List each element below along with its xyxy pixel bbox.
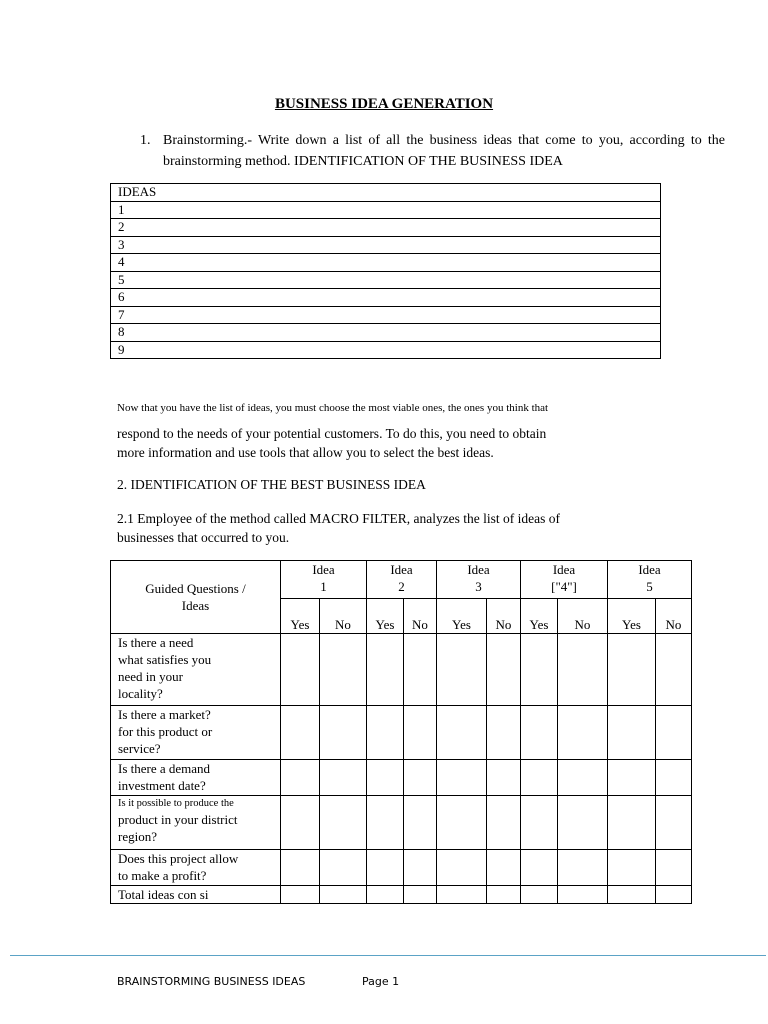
answer-cell[interactable] [487, 706, 521, 760]
answer-cell[interactable] [281, 850, 320, 886]
answer-cell[interactable] [656, 850, 692, 886]
answer-cell[interactable] [487, 760, 521, 796]
answer-cell[interactable] [281, 706, 320, 760]
answer-cell[interactable] [437, 760, 487, 796]
answer-cell[interactable] [608, 634, 656, 706]
answer-cell[interactable] [558, 760, 608, 796]
corner-header [111, 561, 281, 634]
question-profit [111, 850, 281, 886]
idea-label: Idea [638, 562, 661, 577]
answer-cell[interactable] [437, 796, 487, 850]
answer-cell[interactable] [487, 850, 521, 886]
answer-cell[interactable] [404, 706, 437, 760]
idea-row: 8 [111, 324, 661, 342]
question-line: what satisfies you [118, 652, 212, 667]
no-header: No [404, 599, 437, 634]
section-line: businesses that occurred to you. [117, 530, 290, 545]
answer-cell[interactable] [367, 796, 404, 850]
document-title: BUSINESS IDEA GENERATION [274, 96, 494, 112]
answer-cell[interactable] [656, 706, 692, 760]
answer-cell[interactable] [437, 706, 487, 760]
section-2-heading: 2. IDENTIFICATION OF THE BEST BUSINESS IDEA [117, 477, 426, 492]
ideas-table [110, 183, 661, 359]
answer-cell[interactable] [404, 850, 437, 886]
item-number: 1. [140, 133, 151, 148]
answer-cell[interactable] [656, 634, 692, 706]
total-cell[interactable] [521, 886, 558, 904]
answer-cell[interactable] [521, 760, 558, 796]
no-header: No [656, 599, 692, 634]
question-line: region? [118, 829, 157, 844]
total-cell[interactable] [558, 886, 608, 904]
total-cell[interactable] [367, 886, 404, 904]
answer-cell[interactable] [487, 796, 521, 850]
answer-cell[interactable] [558, 850, 608, 886]
answer-cell[interactable] [367, 706, 404, 760]
question-produce [111, 796, 281, 850]
section-line: 2.1 Employee of the method called MACRO FILTER, analyzes the list of ideas of [117, 511, 561, 526]
question-line: Is there a market? [118, 707, 211, 722]
question-line: Is there a demand [118, 761, 211, 776]
answer-cell[interactable] [656, 760, 692, 796]
paragraph-line: respond to the needs of your potential customers. To do this, you need to obtain [117, 426, 547, 441]
idea-header-3 [437, 561, 521, 599]
answer-cell[interactable] [367, 850, 404, 886]
answer-cell[interactable] [608, 850, 656, 886]
answer-cell[interactable] [281, 796, 320, 850]
question-line: product in your district [118, 812, 238, 827]
idea-row: 1 [111, 201, 661, 219]
answer-cell[interactable] [404, 634, 437, 706]
yes-header: Yes [608, 599, 656, 634]
answer-cell[interactable] [367, 760, 404, 796]
no-header: No [320, 599, 367, 634]
question-line: service? [118, 741, 161, 756]
answer-cell[interactable] [487, 634, 521, 706]
answer-cell[interactable] [281, 760, 320, 796]
answer-cell[interactable] [437, 850, 487, 886]
corner-line: Ideas [181, 598, 210, 613]
answer-cell[interactable] [404, 796, 437, 850]
question-line: Is it possible to produce the [118, 798, 234, 809]
answer-cell[interactable] [320, 760, 367, 796]
total-cell[interactable] [404, 886, 437, 904]
total-cell[interactable] [281, 886, 320, 904]
total-cell[interactable] [608, 886, 656, 904]
idea-number: 2 [398, 579, 405, 594]
idea-row: 5 [111, 271, 661, 289]
idea-number: 3 [475, 579, 482, 594]
paragraph-line: more information and use tools that allow you to select the best ideas. [117, 445, 494, 460]
answer-cell[interactable] [437, 634, 487, 706]
answer-cell[interactable] [320, 850, 367, 886]
question-line: to make a profit? [118, 868, 207, 883]
answer-cell[interactable] [320, 634, 367, 706]
answer-cell[interactable] [608, 706, 656, 760]
answer-cell[interactable] [608, 796, 656, 850]
answer-cell[interactable] [521, 634, 558, 706]
question-line: locality? [118, 686, 163, 701]
answer-cell[interactable] [281, 634, 320, 706]
idea-number: 1 [320, 579, 327, 594]
idea-number: 5 [646, 579, 653, 594]
no-header: No [487, 599, 521, 634]
idea-row: 3 [111, 236, 661, 254]
footer-divider [10, 955, 766, 956]
answer-cell[interactable] [521, 706, 558, 760]
answer-cell[interactable] [521, 796, 558, 850]
footer-label: BRAINSTORMING BUSINESS IDEAS [117, 975, 306, 988]
yes-header: Yes [367, 599, 404, 634]
answer-cell[interactable] [656, 796, 692, 850]
page-footer [117, 975, 400, 988]
total-cell[interactable] [437, 886, 487, 904]
idea-row: 4 [111, 254, 661, 272]
idea-header-5 [608, 561, 692, 599]
macro-filter-table [110, 560, 692, 904]
answer-cell[interactable] [367, 634, 404, 706]
question-line: investment date? [118, 778, 206, 793]
idea-header-4 [521, 561, 608, 599]
answer-cell[interactable] [320, 796, 367, 850]
yes-header: Yes [437, 599, 487, 634]
yes-header: Yes [521, 599, 558, 634]
idea-number: ["4"] [551, 579, 577, 594]
question-market [111, 706, 281, 760]
item-text: Brainstorming.- Write down a list of all the business ideas that come to you, according to the brainstorming method. IDENTIFICATION OF THE BUSINESS IDEA [163, 133, 725, 169]
question-line: for this product or [118, 724, 213, 739]
total-row-label [111, 886, 281, 904]
no-header: No [558, 599, 608, 634]
answer-cell[interactable] [521, 850, 558, 886]
total-cell[interactable] [487, 886, 521, 904]
corner-line: Guided Questions / [145, 581, 246, 596]
total-cell[interactable] [656, 886, 692, 904]
total-cell[interactable] [320, 886, 367, 904]
answer-cell[interactable] [608, 760, 656, 796]
question-line: Does this project allow [118, 851, 239, 866]
section-2-1-text [117, 509, 637, 547]
idea-header-2 [367, 561, 437, 599]
paragraph-small: Now that you have the list of ideas, you must choose the most viable ones, the ones you think that [117, 402, 549, 414]
idea-label: Idea [467, 562, 490, 577]
idea-label: Idea [312, 562, 335, 577]
paragraph-continued [117, 424, 637, 462]
question-line: Is there a need [118, 635, 194, 650]
answer-cell[interactable] [558, 634, 608, 706]
page-number: Page 1 [362, 975, 400, 988]
yes-header: Yes [281, 599, 320, 634]
idea-label: Idea [552, 562, 576, 577]
answer-cell[interactable] [558, 706, 608, 760]
ideas-header: IDEAS [111, 184, 661, 202]
question-line: Total ideas con si [118, 887, 209, 902]
idea-label: Idea [390, 562, 413, 577]
question-need [111, 634, 281, 706]
idea-row: 6 [111, 289, 661, 307]
question-line: need in your [118, 669, 183, 684]
answer-cell[interactable] [320, 706, 367, 760]
idea-row: 7 [111, 306, 661, 324]
answer-cell[interactable] [404, 760, 437, 796]
answer-cell[interactable] [558, 796, 608, 850]
question-demand [111, 760, 281, 796]
idea-header-1 [281, 561, 367, 599]
idea-row: 2 [111, 219, 661, 237]
idea-row: 9 [111, 341, 661, 359]
